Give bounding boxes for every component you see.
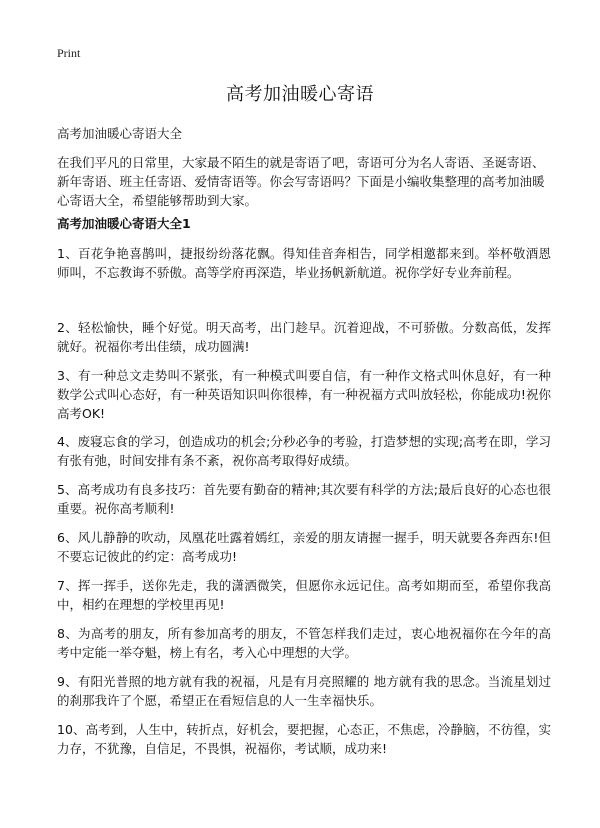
message-item-3: 3、有一种总文走势叫不紧张，有一种模式叫要自信，有一种作文格式叫休息好，有一种数学公式叫心态好，有一种英语知识叫你很棒，有一种祝福方式叫放轻松，你能成功!祝你高考OK! <box>57 368 551 421</box>
print-link[interactable]: Print <box>57 46 81 60</box>
message-item-6: 6、风儿静静的吹动，凤凰花吐露着嫣红，亲爱的朋友请握一握手，明天就要各奔西东!但不要忘记彼此的约定：高考成功! <box>57 530 551 564</box>
message-item-5: 5、高考成功有良多技巧：首先要有勤奋的精神;其次要有科学的方法;最后良好的心态也很重要。祝你高考顺利! <box>57 482 551 516</box>
message-item-9: 9、有阳光普照的地方就有我的祝福，凡是有月亮照耀的 地方就有我的思念。当流星划过的刹那我许了个愿，希望正在看短信息的人一生幸福快乐。 <box>57 674 551 708</box>
section-heading: 高考加油暖心寄语大全1 <box>57 216 191 231</box>
message-item-4: 4、废寝忘食的学习，创造成功的机会;分秒必争的考验，打造梦想的实现;高考在即，学习有张有弛，时间安排有条不紊，祝你高考取得好成绩。 <box>57 434 551 468</box>
message-item-8: 8、为高考的朋友，所有参加高考的朋友，不管怎样我们走过，衷心地祝福你在今年的高考中定能一举夺魁，榜上有名，考入心中理想的大学。 <box>57 626 551 660</box>
message-item-2: 2、轻松愉快，睡个好觉。明天高考，出门趁早。沉着迎战，不可骄傲。分数高低，发挥就好。祝福你考出佳绩，成功圆满! <box>57 320 551 354</box>
subtitle: 高考加油暖心寄语大全 <box>57 126 183 141</box>
message-item-7: 7、挥一挥手，送你先走，我的潇洒微笑，但愿你永远记住。高考如期而至，希望你我高中，相约在理想的学校里再见! <box>57 578 551 612</box>
intro-paragraph: 在我们平凡的日常里，大家最不陌生的就是寄语了吧，寄语可分为名人寄语、圣诞寄语、新年寄语、班主任寄语、爱情寄语等。你会写寄语吗？下面是小编收集整理的高考加油暖心寄语大全，希望能够帮助到大家。 <box>57 155 545 208</box>
message-item-10: 10、高考到，人生中，转折点，好机会，要把握，心态正，不焦虑，冷静脑，不彷徨，实力存，不犹豫，自信足，不畏惧，祝福你，考试顺，成功来! <box>57 722 551 756</box>
message-item-1: 1、百花争艳喜鹊叫，捷报纷纷落花飘。得知佳音奔相告，同学相邀都来到。举杯敬酒恩师叫，不忘教诲不骄傲。高等学府再深造，毕业扬帆新航道。祝你学好专业奔前程。 <box>57 246 551 280</box>
page-title: 高考加油暖心寄语 <box>226 84 374 105</box>
